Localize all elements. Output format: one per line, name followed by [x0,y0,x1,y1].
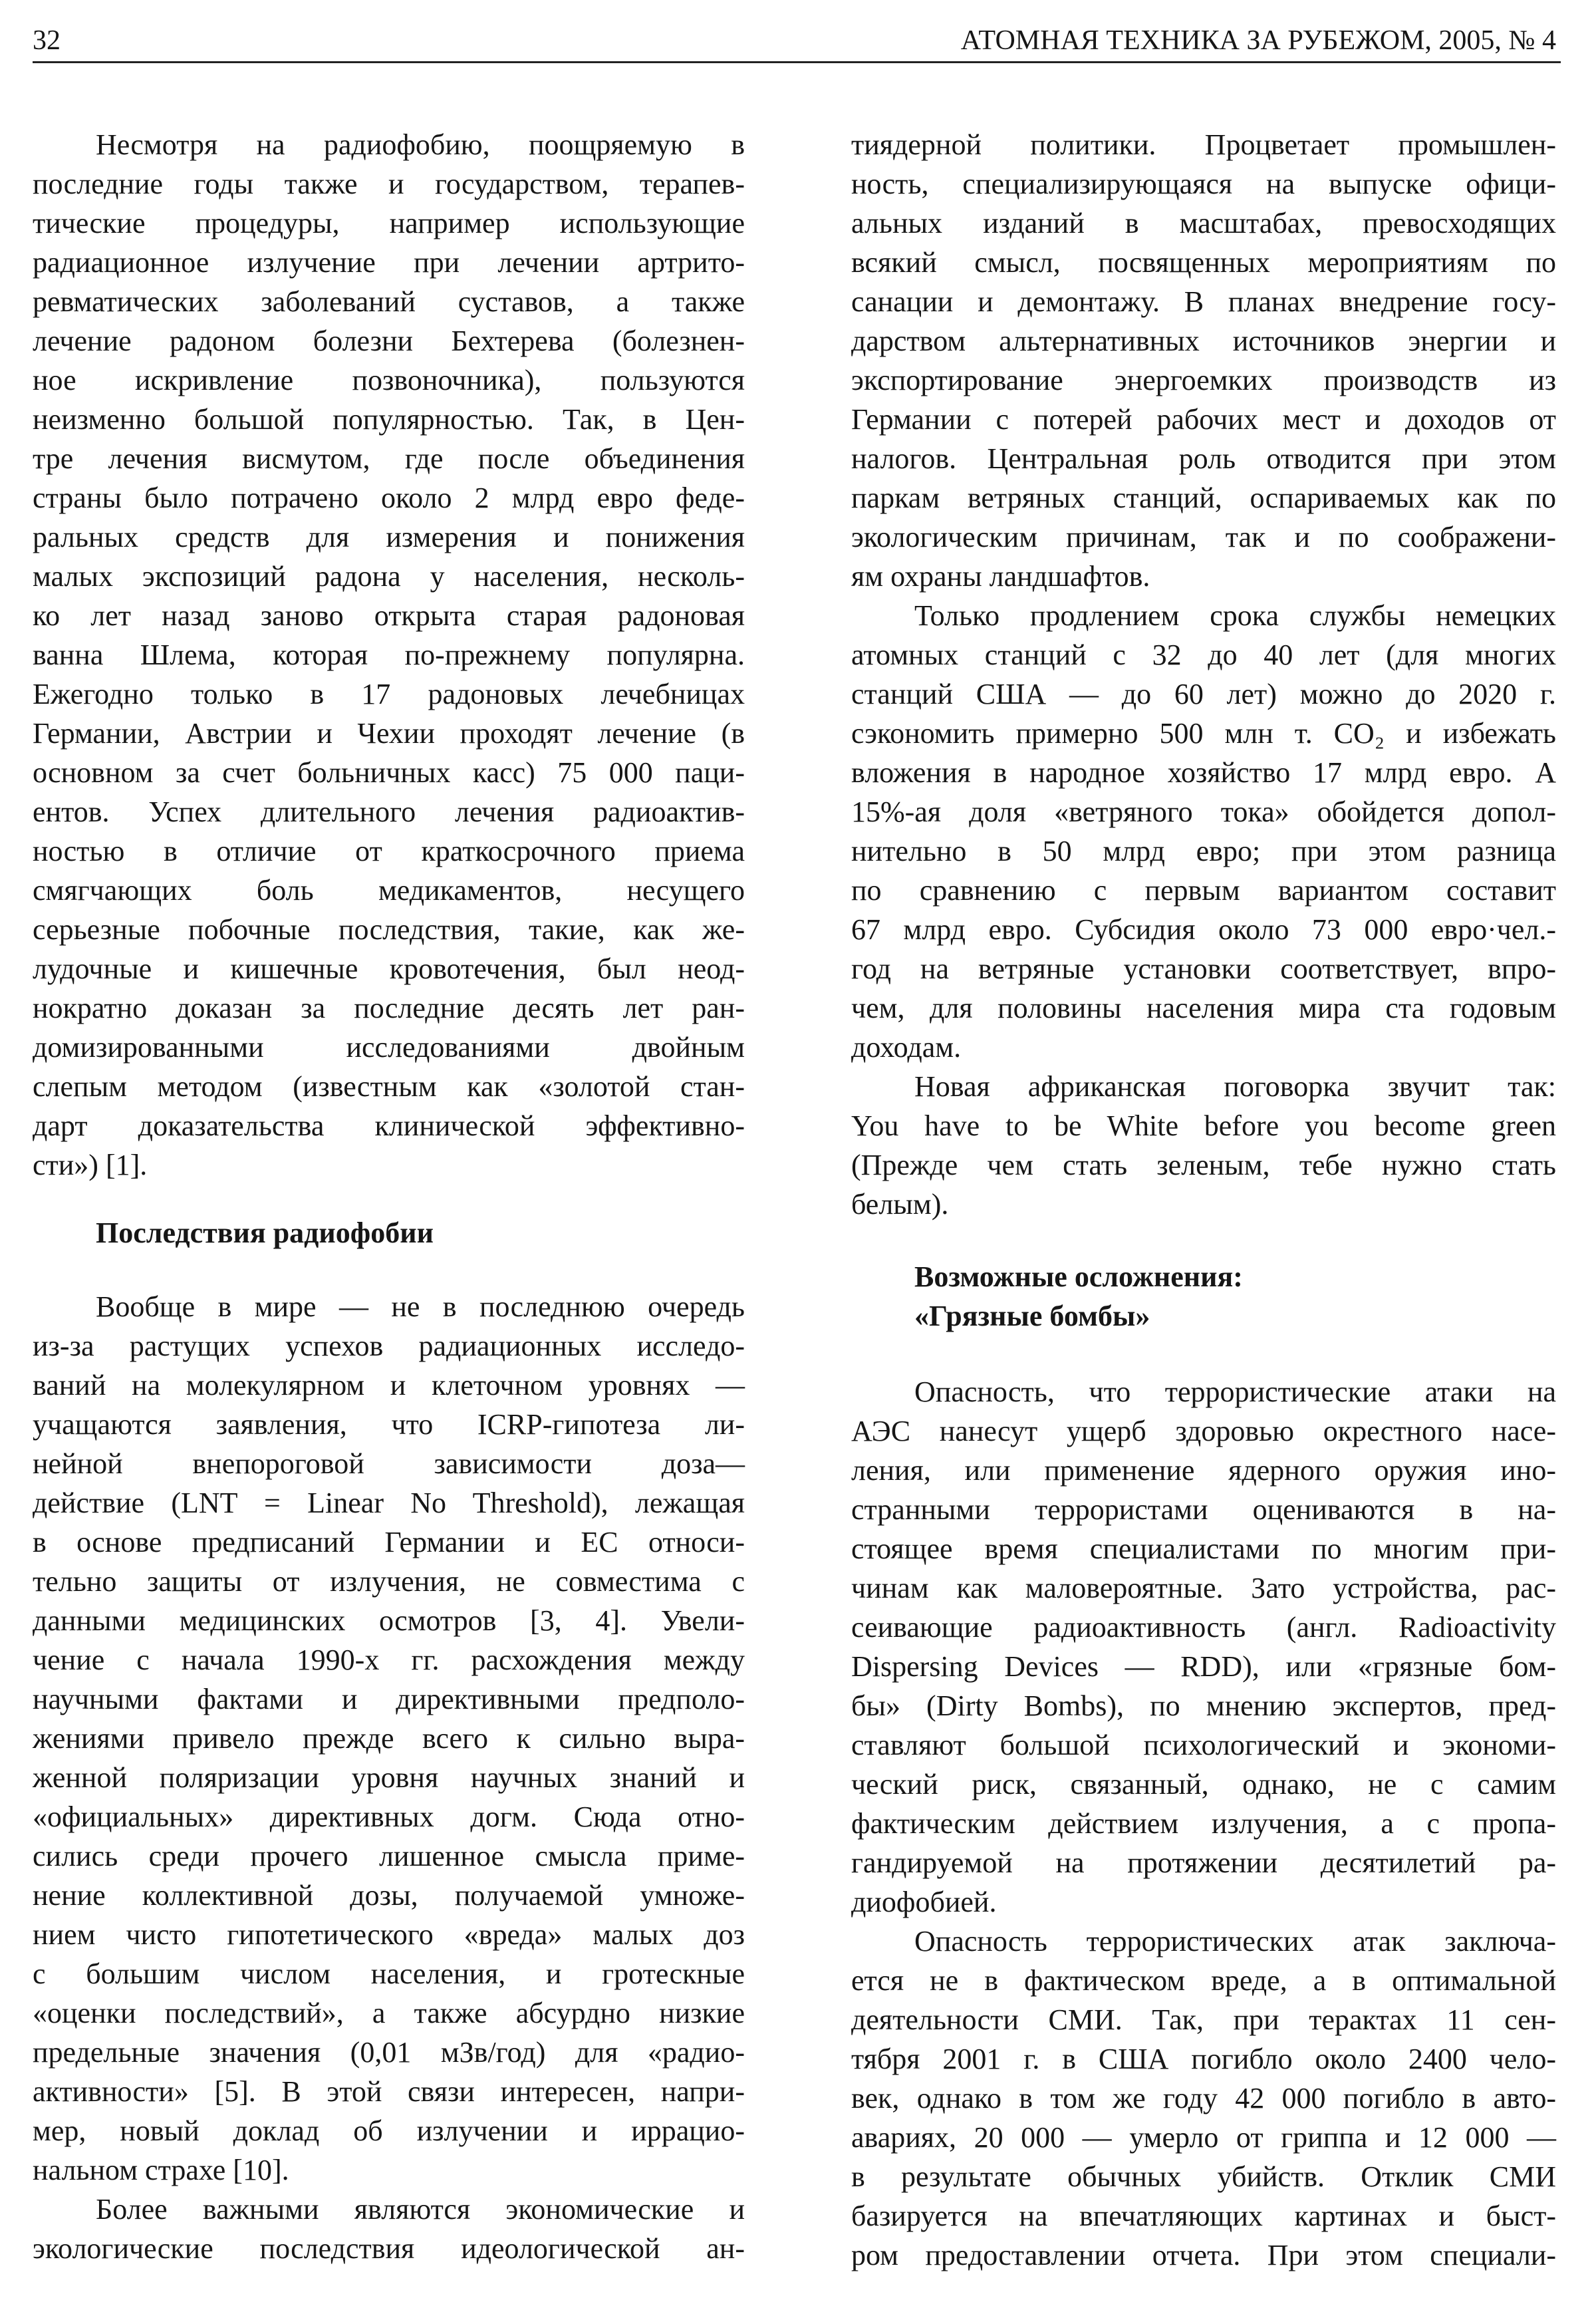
text-line: ческий риск, связанный, однако, не с самим [851,1768,1556,1801]
text-line: Несмотря на радиофобию, поощряемую в [96,128,745,161]
text-line: с большим числом населения, и гротескные [33,1958,745,1990]
paragraph [851,1372,1556,1922]
text-line: чинам как маловероятные. Зато устройства, рас- [851,1572,1556,1604]
text-line: жениями привело прежде всего к сильно выра- [33,1722,745,1755]
text-line: предельные значения (0,01 мЗв/год) для «радио- [33,2036,745,2069]
text-line: ления, или применение ядерного оружия ино- [851,1454,1556,1487]
text-line: домизированными исследованиями двойным [33,1031,745,1064]
text-line: основном за счет больничных касс) 75 000 паци- [33,756,745,789]
text-line: авариях, 20 000 — умерло от гриппа и 12 000 — [851,2121,1556,2154]
text-line: вложения в народное хозяйство 17 млрд евро. А [851,756,1556,789]
text-line: в основе предписаний Германии и ЕС относи- [33,1526,745,1558]
text-line: доходам. [851,1031,962,1064]
text-line: сились среди прочего лишенное смысла приме- [33,1840,745,1872]
text-line: дарством альтернативных источников энергии и [851,325,1556,357]
text-line: стоящее время специалистами по многим при- [851,1532,1556,1565]
text-line: 15%-ая доля «ветряного тока» обойдется допол- [851,796,1556,828]
section-heading-radiophobia-consequences [33,1213,745,1252]
paragraph [851,125,1556,596]
text-line: ко лет назад заново открыта старая радоновая [33,599,745,632]
text-line: ность, специализирующаяся на выпуске офици- [851,168,1556,200]
right-column-text-block-2 [851,1372,1556,2275]
text-line: страны было потрачено около 2 млрд евро феде- [33,482,745,514]
text-line: ностью в отличие от краткосрочного приема [33,835,745,867]
text-line: You have to be White before you become green [851,1109,1556,1142]
text-line: лудочные и кишечные кровотечения, был неод- [33,952,745,985]
text-line: учащаются заявления, что ICRP-гипотеза ли- [33,1408,745,1441]
header-rule [33,61,1561,63]
text-line: Германии, Австрии и Чехии проходят лечение (в [33,717,745,750]
text-line: (Прежде чем стать зеленым, тебе нужно стать [851,1149,1556,1181]
text-line: радиационное излучение при лечении артрито- [33,246,745,279]
text-line: Dispersing Devices — RDD), или «грязные бом- [851,1650,1556,1683]
text-line: экспортирование энергоемких производств из [851,364,1556,396]
text-line: диофобией. [851,1886,997,1918]
text-line: ставляют большой психологический и экономи- [851,1729,1556,1761]
text-line: Новая африканская поговорка звучит так: [914,1070,1556,1103]
text-line: бы» (Dirty Bombs), по мнению экспертов, пред- [851,1689,1556,1722]
text-line: из-за растущих успехов радиационных исследо- [33,1330,745,1362]
text-line: нение коллективной дозы, получаемой умноже- [33,1879,745,1912]
text-line: гандируемой на протяжении десятилетий ра- [851,1846,1556,1879]
right-column-text-block-1 [851,125,1556,1224]
heading-text [33,1213,745,1252]
text-line: странными террористами оцениваются в на- [851,1493,1556,1526]
text-line: тельно защиты от излучения, не совместима с [33,1565,745,1598]
text-line: фактическим действием излучения, а с пропа- [851,1807,1556,1840]
text-line: дарт доказательства клинической эффективно- [33,1109,745,1142]
paragraph [851,596,1556,1067]
text-line: нальном страхе [10]. [33,2154,289,2186]
text-line: тре лечения висмутом, где после объединения [33,442,745,475]
page-number: 32 [33,25,61,56]
text-line: Ежегодно только в 17 радоновых лечебницах [33,678,745,710]
text-line: налогов. Центральная роль отводится при этом [851,442,1556,475]
text-line: малых экспозиций радона у населения, несколь- [33,560,745,593]
text-line: «официальных» директивных догм. Сюда отно- [33,1801,745,1833]
text-line: всякий смысл, посвященных мероприятиям по [851,246,1556,279]
heading-text [851,1257,1556,1336]
text-line: сэкономить примерно 500 млн т. CO₂ и избежать [851,717,1556,750]
text-line: чение с начала 1990-х гг. расхождения между [33,1644,745,1676]
text-line: Германии с потерей рабочих мест и доходов от [851,403,1556,436]
text-line: «оценки последствий», а также абсурдно низкие [33,1997,745,2029]
text-line: деятельности СМИ. Так, при терактах 11 сен- [851,2003,1556,2036]
text-line: экологические последствия идеологической ан- [33,2232,745,2265]
text-line: Опасность, что террористические атаки на [914,1376,1556,1408]
section-heading-dirty-bombs [851,1257,1556,1336]
paragraph [33,1287,745,2190]
text-line: ное искривление позвоночника), пользуются [33,364,745,396]
text-line: мер, новый доклад об излучении и иррацио- [33,2114,745,2147]
text-line: атомных станций с 32 до 40 лет (для многих [851,639,1556,671]
text-line: женной поляризации уровня научных знаний и [33,1761,745,1794]
text-line: нократно доказан за последние десять лет ран- [33,992,745,1024]
text-line: научными фактами и директивными предполо- [33,1683,745,1715]
text-line: Более важными являются экономические и [96,2193,745,2226]
text-line: тября 2001 г. в США погибло около 2400 чело- [851,2043,1556,2075]
text-line: нием чисто гипотетического «вреда» малых доз [33,1918,745,1951]
text-line: ром предоставлении отчета. При этом специали- [851,2239,1556,2271]
text-line: Только продлением срока службы немецких [914,599,1556,632]
text-line: активности» [5]. В этой связи интересен, напри- [33,2075,745,2108]
text-line: Опасность террористических атак заключа- [914,1925,1556,1958]
paragraph [851,1067,1556,1224]
paragraph [33,125,745,1185]
text-line: ванна Шлема, которая по-прежнему популярна. [33,639,745,671]
text-line: ям охраны ландшафтов. [851,560,1150,593]
text-line: лечение радоном болезни Бехтерева (болезнен- [33,325,745,357]
text-line: век, однако в том же году 42 000 погибло в авто- [851,2082,1556,2114]
text-line: год на ветряные установки соответствует, впро- [851,952,1556,985]
text-line: сеивающие радиоактивность (англ. Radioactivity [851,1611,1556,1644]
paragraph [851,1922,1556,2275]
text-line: действие (LNT = Linear No Threshold), лежащая [33,1487,745,1519]
text-line: нейной внепороговой зависимости доза— [33,1447,745,1480]
text-line: экологическим причинам, так и по соображени- [851,521,1556,553]
text-line: ентов. Успех длительного лечения радиоактив- [33,796,745,828]
text-line: смягчающих боль медикаментов, несущего [33,874,745,907]
text-line: белым). [851,1188,949,1221]
left-column-text-block-2 [33,1287,745,2268]
text-line: неизменно большой популярностью. Так, в Цен- [33,403,745,436]
text-line: чем, для половины населения мира ста годовым [851,992,1556,1024]
text-line: паркам ветряных станций, оспариваемых как по [851,482,1556,514]
text-line: ваний на молекулярном и клеточном уровнях — [33,1369,745,1401]
text-line: ревматических заболеваний суставов, а также [33,285,745,318]
text-line: тиядерной политики. Процветает промышлен- [851,128,1556,161]
text-line: последние годы также и государством, терапев- [33,168,745,200]
text-line: по сравнению с первым вариантом составит [851,874,1556,907]
text-line: в результате обычных убийств. Отклик СМИ [851,2160,1556,2193]
text-line: Возможные осложнения: [914,1260,1243,1293]
text-line: слепым методом (известным как «золотой стан- [33,1070,745,1103]
text-line: сти») [1]. [33,1149,148,1181]
text-line: АЭС нанесут ущерб здоровью окрестного насе- [851,1415,1556,1447]
left-column-text-block-1 [33,125,745,1185]
text-line: санации и демонтажу. В планах внедрение госу- [851,285,1556,318]
text-line: станций США — до 60 лет) можно до 2020 г. [851,678,1556,710]
text-line: «Грязные бомбы» [914,1300,1150,1332]
text-line: ральных средств для измерения и понижения [33,521,745,553]
paragraph [33,2190,745,2268]
text-line: данными медицинских осмотров [3, 4]. Увели- [33,1604,745,1637]
text-line: тические процедуры, например использующие [33,207,745,239]
text-line: Вообще в мире — не в последнюю очередь [96,1290,745,1323]
text-line: 67 млрд евро. Субсидия около 73 000 евро·чел.- [851,913,1556,946]
text-line: базируется на впечатляющих картинах и быст- [851,2200,1556,2232]
text-line: альных изданий в масштабах, превосходящих [851,207,1556,239]
text-line: ется не в фактическом вреде, а в оптимальной [851,1964,1556,1997]
text-line: Последствия радиофобии [96,1217,434,1249]
text-line: нительно в 50 млрд евро; при этом разница [851,835,1556,867]
journal-running-title: АТОМНАЯ ТЕХНИКА ЗА РУБЕЖОМ, 2005, № 4 [960,25,1556,56]
text-line: серьезные побочные последствия, такие, как же- [33,913,745,946]
